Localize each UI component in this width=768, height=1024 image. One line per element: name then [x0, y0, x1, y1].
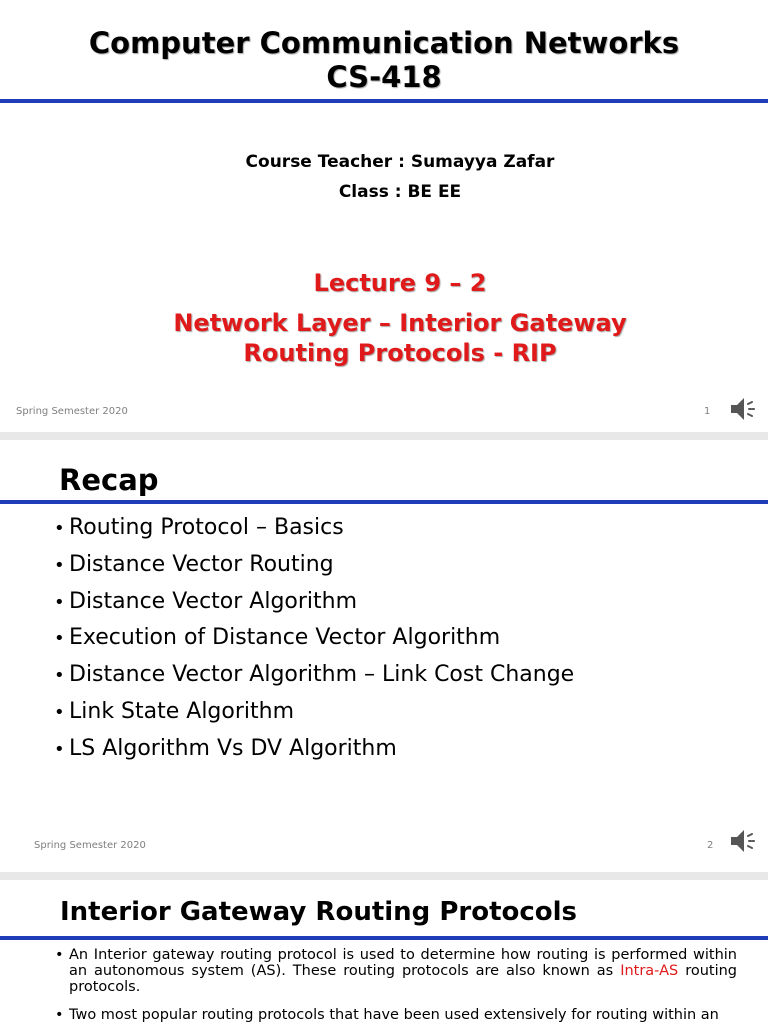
list-item: • Link State Algorithm — [54, 694, 574, 731]
list-item: • Distance Vector Algorithm — [54, 584, 574, 621]
paragraph-text: Two most popular routing protocols that have been used extensively for routing within an — [69, 1007, 719, 1023]
bullet-marker: • — [55, 947, 64, 963]
course-title — [0, 26, 768, 94]
paragraph-text — [69, 947, 737, 995]
course-code: CS-418 — [326, 60, 442, 94]
lecture-number: Lecture 9 – 2 — [313, 269, 487, 297]
slide-title: Recap — [59, 463, 159, 497]
slide-number: 2 — [707, 840, 714, 851]
list-item: • Distance Vector Routing — [54, 547, 574, 584]
slide-number: 1 — [704, 406, 711, 417]
speaker-icon[interactable] — [728, 826, 758, 856]
recap-list — [54, 510, 574, 768]
slide-3 — [0, 880, 768, 1024]
slide-footer: Spring Semester 2020 — [34, 840, 146, 851]
paragraph-popular-protocols — [55, 1007, 737, 1023]
slide-title: Interior Gateway Routing Protocols — [60, 897, 578, 927]
slide-footer: Spring Semester 2020 — [16, 406, 128, 417]
list-item: • LS Algorithm Vs DV Algorithm — [54, 731, 574, 768]
bullet-marker: • — [55, 1007, 64, 1023]
list-item: • Distance Vector Algorithm – Link Cost Change — [54, 657, 574, 694]
title-divider — [0, 500, 768, 504]
list-item: • Execution of Distance Vector Algorithm — [54, 620, 574, 657]
title-divider — [0, 99, 768, 103]
paragraph-text-part: routing protocols. — [69, 963, 738, 995]
slide-2 — [0, 440, 768, 872]
intra-as-term: Intra-AS — [620, 963, 679, 979]
lecture-topic-line-1: Network Layer – Interior Gateway — [173, 309, 627, 337]
course-teacher: Course Teacher : Sumayya Zafar — [245, 152, 555, 172]
slide-1 — [0, 0, 768, 432]
title-divider — [0, 936, 768, 940]
course-title-line-1: Computer Communication Networks — [88, 26, 680, 60]
paragraph-text-part: An Interior gateway routing protocol is used to determine how routing is performed within an autonomous system (AS). These routing protocols are also known as — [69, 947, 737, 979]
lecture-topic-line-2: Routing Protocols - RIP — [243, 339, 557, 367]
speaker-icon[interactable] — [728, 394, 758, 424]
list-item: • Routing Protocol – Basics — [54, 510, 574, 547]
paragraph-intra-as — [55, 947, 737, 995]
class-name: Class : BE EE — [338, 182, 462, 202]
